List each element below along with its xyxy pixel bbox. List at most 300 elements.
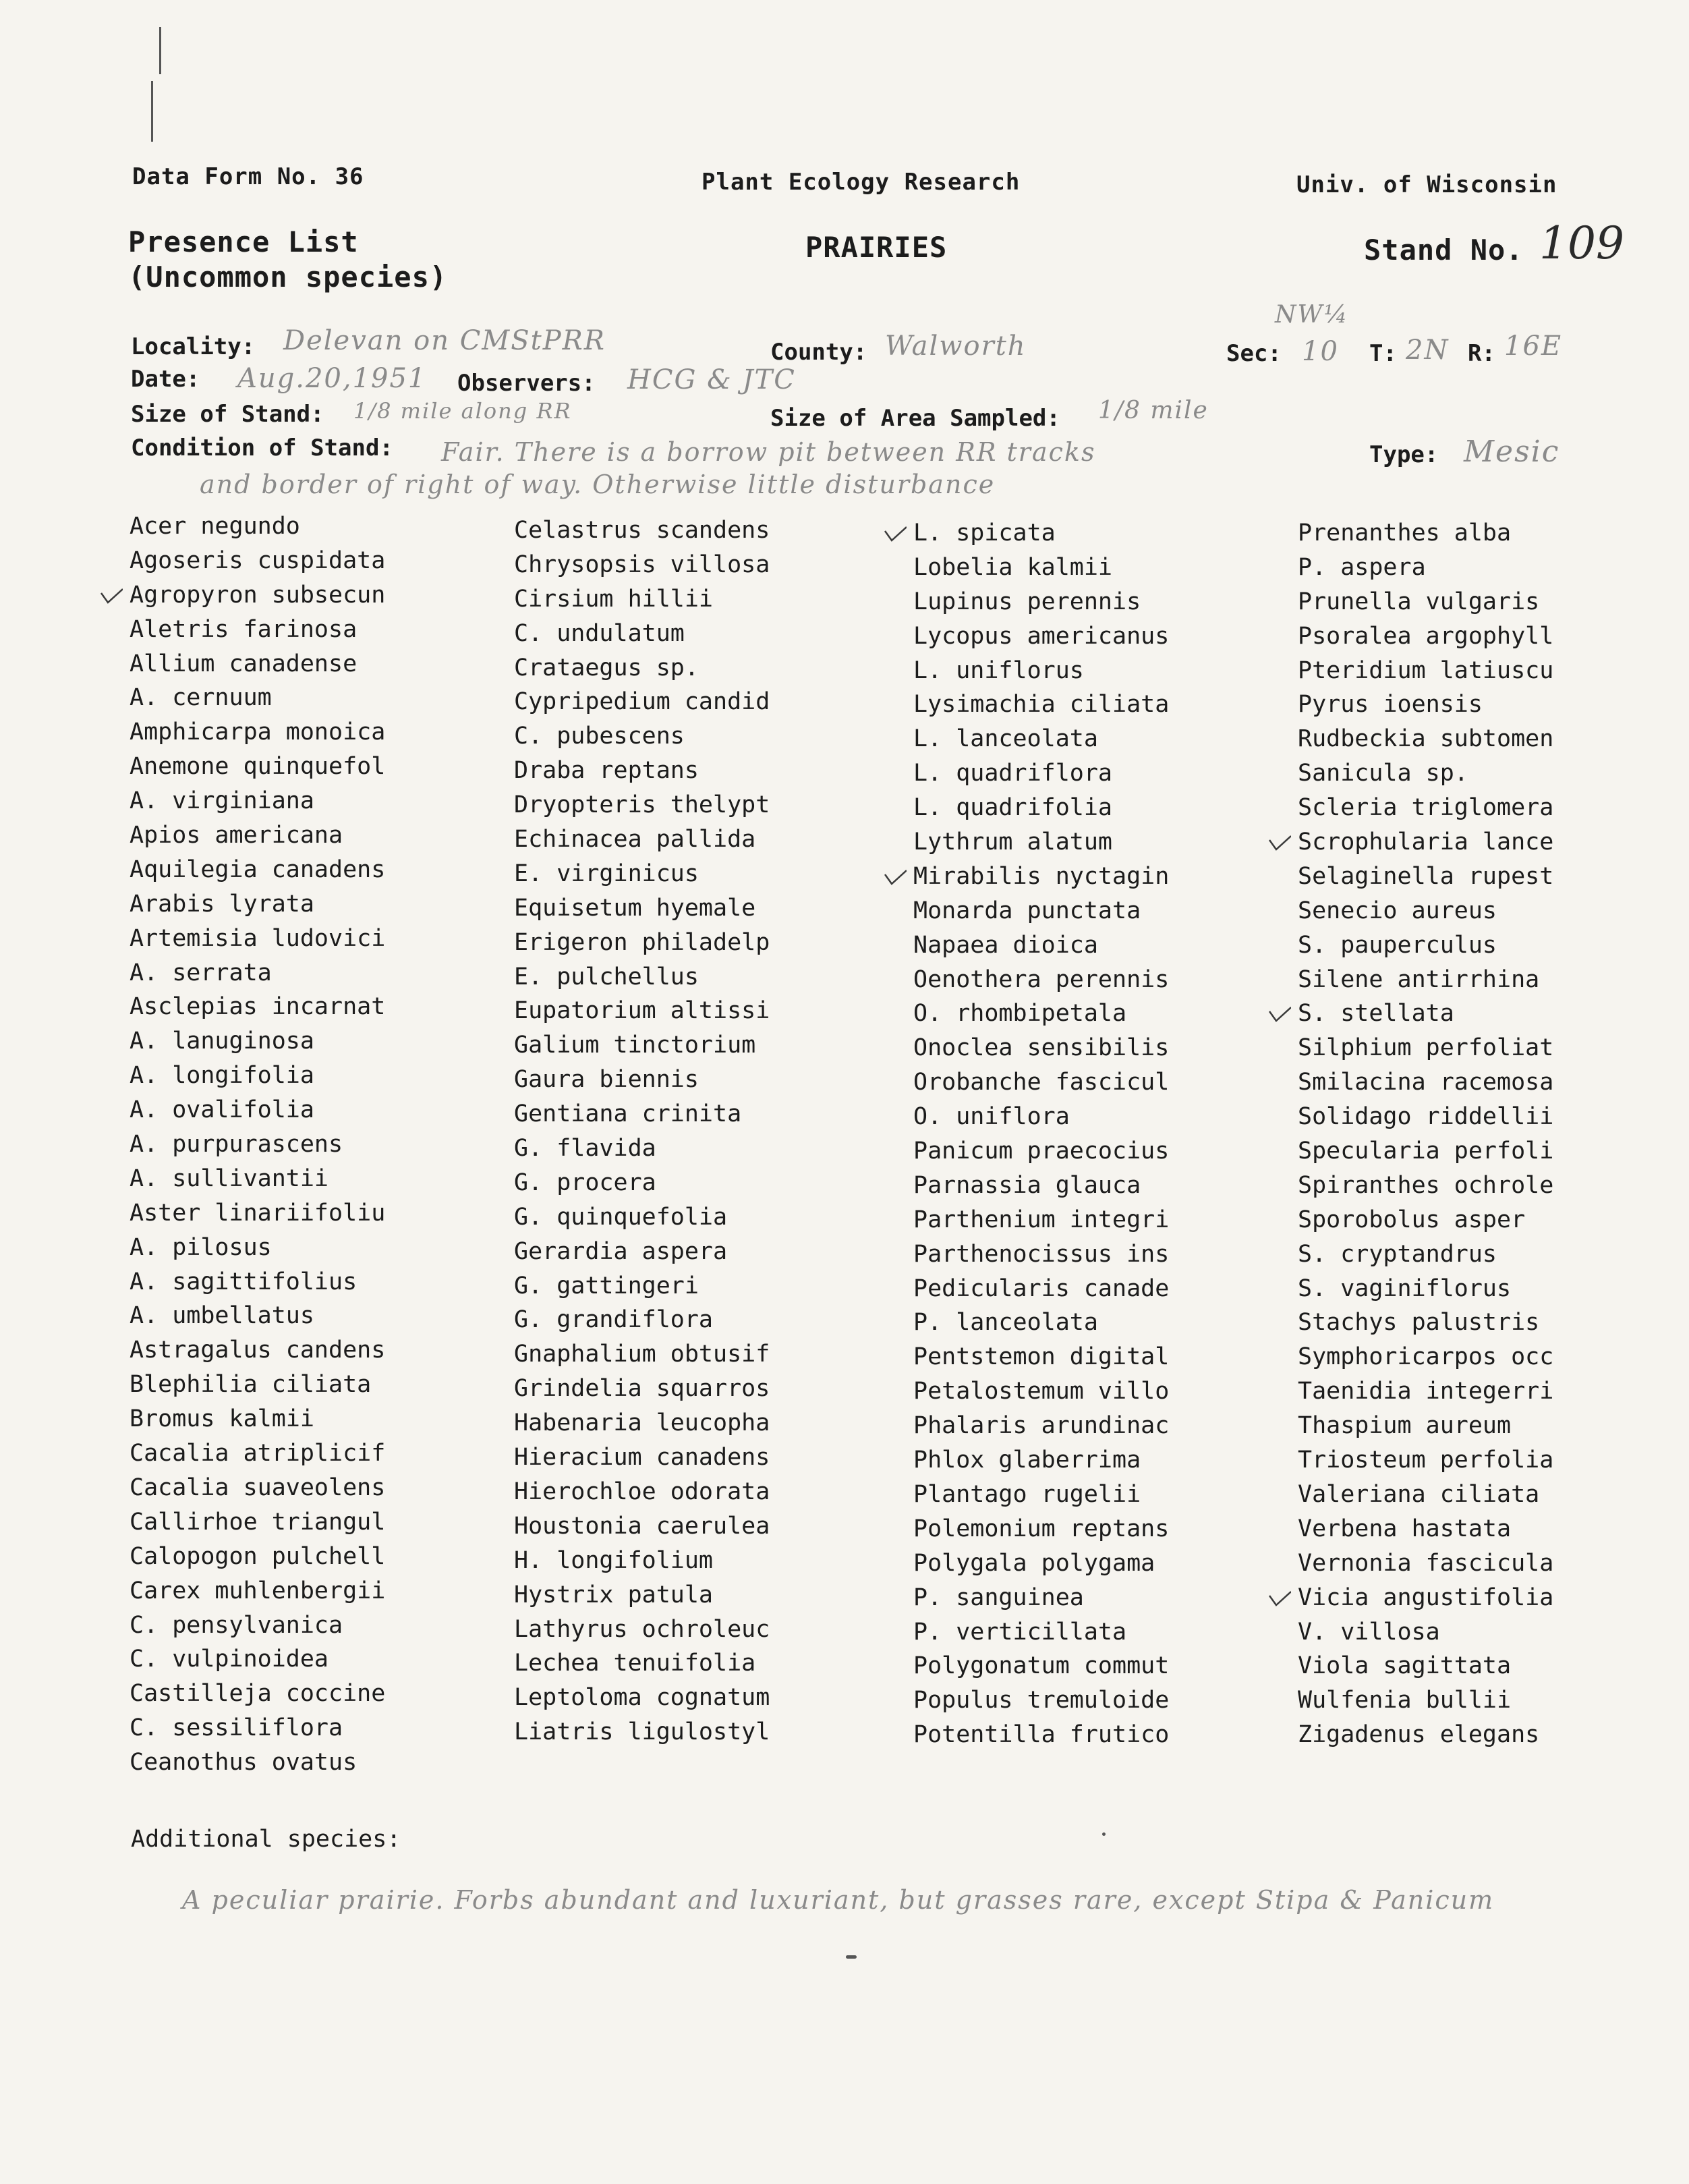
sec-label: Sec:: [1226, 340, 1282, 367]
stray-mark: [1102, 1832, 1106, 1836]
species-item: [913, 654, 1291, 688]
species-name: L. lanceolata: [913, 725, 1098, 753]
species-item: [1298, 894, 1676, 928]
species-item: [1298, 1306, 1676, 1340]
species-name: A. umbellatus: [130, 1302, 314, 1330]
species-item: [130, 1608, 507, 1643]
species-item: [913, 722, 1291, 756]
size-of-stand-label: Size of Stand:: [131, 401, 324, 428]
species-name: Spiranthes ochrole: [1298, 1171, 1554, 1199]
species-name: Specularia perfoli: [1298, 1138, 1554, 1165]
species-item: [913, 928, 1291, 963]
species-item: [130, 1368, 507, 1402]
species-name: Vicia angustifolia: [1298, 1584, 1554, 1611]
list-subtitle: (Uncommon species): [128, 260, 448, 293]
species-name: E. pulchellus: [514, 963, 699, 990]
species-name: Onoclea sensibilis: [913, 1034, 1170, 1062]
species-name: Zigadenus elegans: [1298, 1721, 1540, 1749]
species-name: Prunella vulgaris: [1298, 588, 1540, 615]
species-name: A. cernuum: [130, 684, 272, 712]
species-item: [913, 551, 1291, 585]
species-name: Polygala polygama: [913, 1549, 1155, 1577]
species-item: [1298, 1512, 1676, 1546]
species-item: [514, 1715, 892, 1749]
species-item: [1298, 1478, 1676, 1512]
species-name: V. villosa: [1298, 1618, 1440, 1646]
locality-value: Delevan on CMStPRR: [283, 325, 606, 356]
species-item: [913, 997, 1291, 1031]
species-item: [130, 1505, 507, 1540]
species-name: A. longifolia: [130, 1062, 314, 1090]
species-item: [130, 1574, 507, 1608]
species-name: C. pensylvanica: [130, 1611, 343, 1639]
species-name: Gaura biennis: [514, 1066, 699, 1094]
species-item: [913, 1306, 1291, 1340]
species-item: [130, 1196, 507, 1231]
species-name: Eupatorium altissi: [514, 997, 770, 1025]
species-name: Symphoricarpos occ: [1298, 1343, 1554, 1371]
species-name: Vernonia fascicula: [1298, 1549, 1554, 1577]
species-name: Gentiana crinita: [514, 1100, 742, 1128]
species-item: [130, 1402, 507, 1436]
species-name: Arabis lyrata: [130, 890, 314, 918]
species-item: [130, 750, 507, 784]
species-item: [1298, 1374, 1676, 1409]
species-item: [514, 1613, 892, 1647]
species-item: [514, 754, 892, 788]
species-name: C. pubescens: [514, 723, 685, 750]
species-item: [913, 894, 1291, 928]
species-name: Parthenium integri: [913, 1206, 1170, 1233]
species-name: Equisetum hyemale: [514, 894, 756, 922]
species-name: Sanicula sp.: [1298, 760, 1468, 787]
species-item: [130, 818, 507, 853]
species-name: P. sanguinea: [913, 1584, 1084, 1611]
species-item: [130, 1024, 507, 1059]
species-item: [130, 1745, 507, 1780]
species-name: Parthenocissus ins: [913, 1240, 1170, 1268]
species-name: G. flavida: [514, 1135, 656, 1163]
species-name: A. serrata: [130, 959, 272, 986]
species-item: [1298, 654, 1676, 688]
checkmark-icon: [1268, 829, 1291, 852]
species-item: [1298, 1581, 1676, 1615]
species-item: [130, 1059, 507, 1093]
species-item: [130, 887, 507, 922]
species-name: Celastrus scandens: [514, 517, 770, 544]
species-name: Lythrum alatum: [913, 829, 1113, 856]
species-item: [1298, 963, 1676, 997]
species-name: Triosteum perfolia: [1298, 1447, 1554, 1474]
species-item: [1298, 928, 1676, 963]
species-item: [514, 1028, 892, 1063]
species-name: Cirsium hillii: [514, 585, 714, 613]
species-name: H. longifolium: [514, 1546, 714, 1574]
species-item: [913, 756, 1291, 791]
species-name: C. sessiliflora: [130, 1714, 343, 1742]
species-name: Aletris farinosa: [130, 615, 357, 643]
county-value: Walworth: [885, 331, 1027, 362]
species-item: [514, 1406, 892, 1440]
species-name: Petalostemum villo: [913, 1378, 1170, 1405]
species-name: E. virginicus: [514, 860, 699, 887]
species-name: Lathyrus ochroleuc: [514, 1615, 770, 1643]
species-name: Lysimachia ciliata: [913, 691, 1170, 719]
species-name: A. virginiana: [130, 787, 314, 815]
species-name: Crataegus sp.: [514, 654, 699, 681]
species-item: [130, 509, 507, 544]
species-name: Pyrus ioensis: [1298, 691, 1483, 719]
species-name: Senecio aureus: [1298, 897, 1497, 924]
species-name: Leptoloma cognatum: [514, 1684, 770, 1712]
species-item: [1298, 619, 1676, 654]
species-item: [913, 1718, 1291, 1752]
range-label: R:: [1468, 340, 1495, 367]
species-name: Asclepias incarnat: [130, 993, 386, 1021]
species-item: [514, 685, 892, 719]
species-name: L. spicata: [913, 520, 1056, 547]
species-name: Scleria triglomera: [1298, 794, 1554, 822]
species-item: [913, 1649, 1291, 1683]
species-item: [514, 1372, 892, 1406]
species-item: [913, 1409, 1291, 1443]
species-name: L. quadrifolia: [913, 794, 1113, 822]
species-item: [514, 1337, 892, 1372]
species-name: Psoralea argophyll: [1298, 622, 1554, 650]
size-of-area-label: Size of Area Sampled:: [770, 405, 1060, 432]
species-item: [1298, 1615, 1676, 1650]
species-item: [1298, 1683, 1676, 1718]
species-name: Pentstemon digital: [913, 1343, 1170, 1371]
species-name: Lycopus americanus: [913, 622, 1170, 650]
species-name: Houstonia caerulea: [514, 1512, 770, 1540]
species-item: [913, 619, 1291, 654]
species-name: G. grandiflora: [514, 1306, 714, 1334]
species-item: [1298, 585, 1676, 619]
species-item: [130, 1333, 507, 1368]
species-name: Amphicarpa monoica: [130, 719, 386, 746]
species-name: P. aspera: [1298, 553, 1426, 581]
species-item: [130, 1299, 507, 1333]
species-item: [913, 860, 1291, 894]
checkmark-icon: [884, 520, 907, 543]
species-item: [913, 1478, 1291, 1512]
species-name: Lupinus perennis: [913, 588, 1141, 615]
species-name: Blephilia ciliata: [130, 1371, 372, 1399]
species-name: O. uniflora: [913, 1103, 1070, 1131]
species-name: A. purpurascens: [130, 1131, 343, 1158]
species-name: A. ovalifolia: [130, 1096, 314, 1124]
size-of-area-value: 1/8 mile: [1098, 397, 1209, 424]
species-name: Thaspium aureum: [1298, 1412, 1512, 1440]
species-item: [514, 1544, 892, 1578]
species-item: [514, 1509, 892, 1544]
species-name: Pteridium latiuscu: [1298, 656, 1554, 684]
species-item: [514, 1475, 892, 1509]
species-name: Plantago rugelii: [913, 1480, 1141, 1508]
stray-mark: [846, 1955, 857, 1959]
species-name: Panicum praecocius: [913, 1138, 1170, 1165]
species-name: A. lanuginosa: [130, 1028, 314, 1055]
date-value: Aug.20,1951: [237, 363, 427, 394]
checkmark-icon: [1268, 1001, 1291, 1024]
species-name: Silene antirrhina: [1298, 965, 1540, 993]
species-name: Oenothera perennis: [913, 965, 1170, 993]
species-name: P. verticillata: [913, 1618, 1127, 1646]
additional-species-label: Additional species:: [131, 1826, 401, 1853]
species-item: [913, 1134, 1291, 1169]
species-item: [913, 1443, 1291, 1478]
species-name: S. vaginiflorus: [1298, 1275, 1512, 1302]
checkmark-icon: [1268, 1585, 1291, 1608]
species-name: Habenaria leucopha: [514, 1409, 770, 1437]
type-value: Mesic: [1464, 435, 1560, 469]
species-name: S. stellata: [1298, 1000, 1454, 1028]
species-name: A. sagittifolius: [130, 1268, 357, 1295]
species-column-1: [130, 509, 507, 1780]
species-item: [130, 1677, 507, 1711]
type-label: Type:: [1369, 441, 1439, 468]
species-item: [1298, 722, 1676, 756]
species-item: [130, 922, 507, 956]
species-item: [514, 1131, 892, 1166]
species-item: [913, 963, 1291, 997]
species-item: [130, 613, 507, 647]
species-item: [514, 1681, 892, 1715]
species-item: [1298, 1546, 1676, 1581]
species-name: Lobelia kalmii: [913, 553, 1113, 581]
species-item: [514, 513, 892, 548]
species-name: Draba reptans: [514, 757, 699, 785]
species-item: [913, 1512, 1291, 1546]
condition-value-line2: and border of right of way. Otherwise little disturbance: [200, 470, 996, 499]
staple-mark: [159, 27, 161, 74]
species-name: Populus tremuloide: [913, 1687, 1170, 1714]
species-item: [913, 1272, 1291, 1306]
species-item: [1298, 1100, 1676, 1134]
species-name: Grindelia squarros: [514, 1375, 770, 1403]
species-name: A. pilosus: [130, 1233, 272, 1261]
species-item: [1298, 1237, 1676, 1272]
species-name: Monarda punctata: [913, 897, 1141, 924]
species-column-4: [1298, 516, 1676, 1752]
species-name: Chrysopsis villosa: [514, 551, 770, 578]
species-name: S. cryptandrus: [1298, 1240, 1497, 1268]
species-item: [514, 1269, 892, 1304]
species-item: [913, 585, 1291, 619]
species-name: Gerardia aspera: [514, 1237, 728, 1265]
species-item: [1298, 1134, 1676, 1169]
species-name: G. quinquefolia: [514, 1203, 728, 1231]
species-item: [514, 891, 892, 926]
species-name: Agropyron subsecun: [130, 581, 386, 609]
species-item: [130, 1162, 507, 1196]
species-item: [130, 1471, 507, 1505]
species-name: Lechea tenuifolia: [514, 1650, 756, 1677]
species-item: [913, 825, 1291, 860]
sec-note: NW¼: [1275, 301, 1349, 329]
species-name: Dryopteris thelypt: [514, 791, 770, 819]
species-item: [130, 853, 507, 887]
species-item: [1298, 860, 1676, 894]
species-name: Stachys palustris: [1298, 1309, 1540, 1337]
species-column-3: [913, 516, 1291, 1752]
species-item: [913, 1100, 1291, 1134]
species-name: Selaginella rupest: [1298, 862, 1554, 890]
species-name: Acer negundo: [130, 513, 300, 540]
species-name: Scrophularia lance: [1298, 829, 1554, 856]
species-item: [1298, 1065, 1676, 1100]
species-item: [913, 1065, 1291, 1100]
stand-number: 109: [1539, 217, 1624, 269]
species-name: Wulfenia bullii: [1298, 1687, 1512, 1714]
species-item: [130, 990, 507, 1024]
species-name: S. pauperculus: [1298, 931, 1497, 959]
species-name: Viola sagittata: [1298, 1652, 1512, 1680]
species-item: [514, 926, 892, 960]
species-name: Hieracium canadens: [514, 1444, 770, 1472]
species-name: Astragalus candens: [130, 1337, 386, 1364]
species-item: [1298, 551, 1676, 585]
township-label: T:: [1369, 340, 1397, 367]
species-item: [130, 1642, 507, 1677]
species-item: [130, 544, 507, 578]
species-name: Sporobolus asper: [1298, 1206, 1526, 1233]
species-item: [1298, 997, 1676, 1031]
species-name: Artemisia ludovici: [130, 924, 386, 952]
species-name: Taenidia integerri: [1298, 1378, 1554, 1405]
species-item: [514, 857, 892, 891]
species-item: [130, 681, 507, 715]
species-name: Ceanothus ovatus: [130, 1749, 357, 1776]
species-name: Hystrix patula: [514, 1581, 714, 1608]
species-name: Potentilla frutico: [913, 1721, 1170, 1749]
species-name: Galium tinctorium: [514, 1032, 756, 1059]
species-item: [913, 1683, 1291, 1718]
species-item: [514, 1097, 892, 1131]
species-item: [1298, 825, 1676, 860]
species-item: [1298, 1649, 1676, 1683]
species-name: Solidago riddellii: [1298, 1103, 1554, 1131]
observers-label: Observers:: [457, 370, 596, 397]
additional-species-note: A peculiar prairie. Forbs abundant and luxuriant, but grasses rare, except Stipa & Panicum: [182, 1885, 1495, 1915]
checkmark-icon: [100, 582, 123, 605]
species-item: [130, 1540, 507, 1574]
species-item: [913, 1615, 1291, 1650]
species-item: [913, 1546, 1291, 1581]
species-item: [514, 1200, 892, 1235]
species-name: Callirhoe triangul: [130, 1508, 386, 1536]
species-item: [1298, 688, 1676, 722]
species-item: [514, 1166, 892, 1200]
species-item: [130, 1127, 507, 1162]
species-item: [1298, 1718, 1676, 1752]
species-item: [130, 1711, 507, 1745]
species-item: [514, 788, 892, 822]
species-item: [913, 1237, 1291, 1272]
size-of-stand-value: 1/8 mile along RR: [353, 398, 572, 424]
species-name: A. sullivantii: [130, 1165, 329, 1192]
species-item: [913, 1031, 1291, 1065]
species-item: [514, 1063, 892, 1097]
species-item: [514, 1440, 892, 1475]
sec-value: 10: [1302, 336, 1339, 367]
species-name: Apios americana: [130, 822, 343, 849]
species-name: Polygonatum commut: [913, 1652, 1170, 1680]
species-item: [913, 1374, 1291, 1409]
species-item: [514, 960, 892, 995]
species-name: Mirabilis nyctagin: [913, 862, 1170, 890]
species-name: Napaea dioica: [913, 931, 1098, 959]
stand-label: Stand No.: [1364, 233, 1524, 267]
species-item: [130, 784, 507, 818]
species-name: O. rhombipetala: [913, 1000, 1127, 1028]
species-item: [514, 651, 892, 685]
county-label: County:: [770, 339, 867, 366]
range-value: 16E: [1504, 331, 1563, 362]
species-item: [1298, 1409, 1676, 1443]
species-item: [514, 1578, 892, 1613]
species-name: Cacalia atriplicif: [130, 1440, 386, 1467]
species-name: Agoseris cuspidata: [130, 547, 386, 574]
species-name: Rudbeckia subtomen: [1298, 725, 1554, 753]
species-name: Prenanthes alba: [1298, 520, 1512, 547]
condition-value-line1: Fair. There is a borrow pit between RR tracks: [441, 437, 1096, 467]
species-item: [913, 1203, 1291, 1237]
species-item: [130, 1436, 507, 1471]
species-name: Pedicularis canade: [913, 1275, 1170, 1302]
species-item: [130, 1265, 507, 1299]
species-name: Cacalia suaveolens: [130, 1474, 386, 1501]
species-name: L. uniflorus: [913, 656, 1084, 684]
species-item: [913, 1581, 1291, 1615]
staple-mark: [151, 81, 153, 142]
condition-label: Condition of Stand:: [131, 435, 393, 461]
species-name: Bromus kalmii: [130, 1405, 314, 1433]
species-name: Orobanche fascicul: [913, 1069, 1170, 1096]
species-name: P. lanceolata: [913, 1309, 1098, 1337]
species-item: [1298, 756, 1676, 791]
species-name: Echinacea pallida: [514, 826, 756, 853]
species-item: [1298, 1203, 1676, 1237]
species-item: [913, 688, 1291, 722]
species-name: G. gattingeri: [514, 1272, 699, 1299]
species-item: [514, 582, 892, 617]
species-item: [1298, 1443, 1676, 1478]
species-item: [514, 548, 892, 582]
university: Univ. of Wisconsin: [1296, 171, 1557, 198]
species-item: [514, 822, 892, 857]
species-name: Liatris ligulostyl: [514, 1718, 770, 1746]
species-item: [130, 647, 507, 681]
observers-value: HCG & JTC: [627, 364, 796, 395]
species-name: Cypripedium candid: [514, 688, 770, 716]
species-item: [913, 791, 1291, 825]
species-item: [514, 1303, 892, 1337]
species-item: [130, 715, 507, 750]
date-label: Date:: [131, 366, 200, 393]
species-name: Polemonium reptans: [913, 1515, 1170, 1542]
species-name: Smilacina racemosa: [1298, 1069, 1554, 1096]
species-name: Phlox glaberrima: [913, 1447, 1141, 1474]
species-item: [514, 994, 892, 1028]
checkmark-icon: [884, 864, 907, 887]
species-item: [913, 1340, 1291, 1374]
species-item: [130, 578, 507, 613]
species-column-2: [514, 513, 892, 1749]
species-name: Anemone quinquefol: [130, 753, 386, 781]
organization: Plant Ecology Research: [702, 169, 1021, 196]
